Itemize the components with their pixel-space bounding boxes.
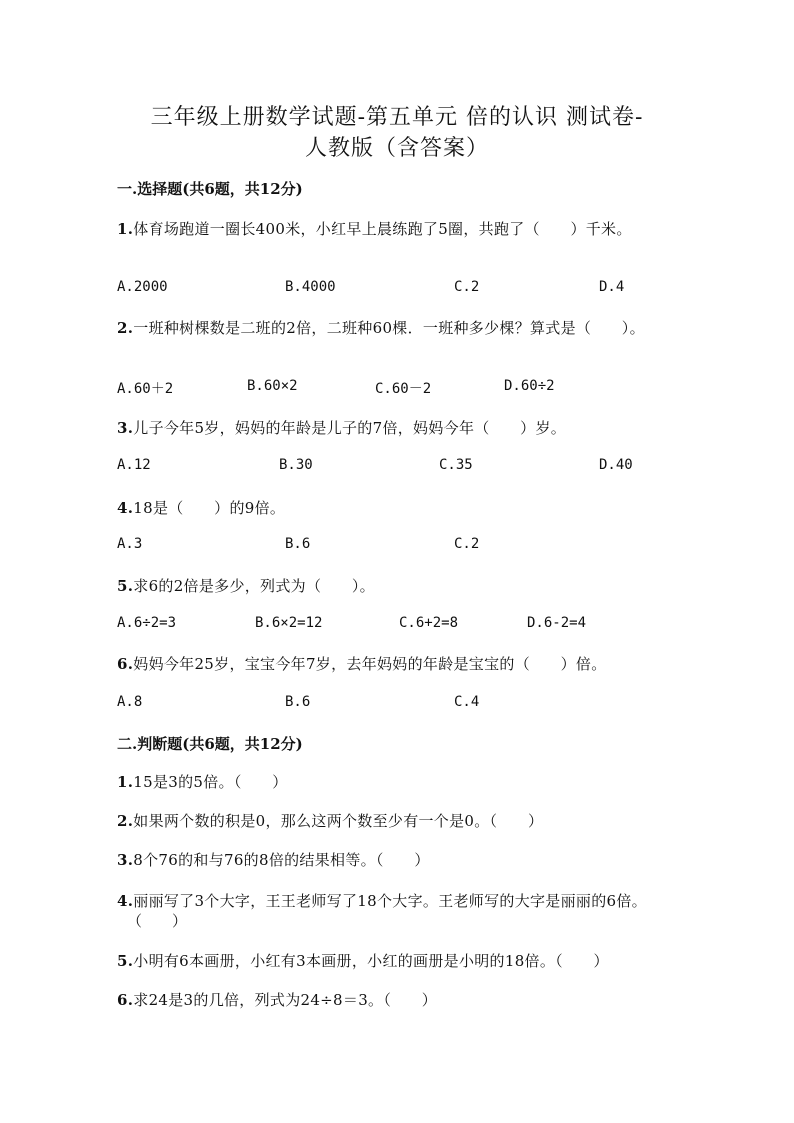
question-number: 3. (117, 851, 134, 869)
option-d[interactable]: D.4 (599, 279, 625, 295)
judgement-question-6 (117, 989, 437, 1010)
option-d[interactable]: D.40 (599, 457, 633, 473)
option-d[interactable]: D.6-2=4 (527, 615, 587, 631)
choice-question-3 (117, 417, 566, 438)
option-b[interactable]: B.30 (279, 457, 313, 473)
option-c[interactable]: C.6+2=8 (399, 615, 459, 631)
question-text: 15是3的5倍。（ ） (133, 773, 288, 791)
exam-title-line2: 人教版（含答案） (304, 136, 489, 161)
choice-question-6 (117, 653, 607, 674)
option-a[interactable]: A.3 (117, 536, 143, 552)
choice-options-4 (117, 536, 717, 556)
question-number: 4. (117, 499, 134, 517)
judgement-question-1 (117, 771, 288, 792)
option-a[interactable]: A.12 (117, 457, 151, 473)
choice-options-6 (117, 694, 717, 714)
question-text: 求6的2倍是多少，列式为（ ）。 (133, 577, 375, 595)
question-number: 4. (117, 892, 134, 910)
question-text: 体育场跑道一圈长400米，小红早上晨练跑了5圈，共跑了（ ）千米。 (133, 220, 632, 238)
option-b[interactable]: B.6 (285, 694, 311, 710)
judgement-question-4 (117, 890, 647, 911)
question-number: 1. (117, 773, 134, 791)
question-text: 一班种树棵数是二班的2倍，二班种60棵．一班种多少棵？算式是（ ）。 (133, 319, 645, 337)
choice-options-5 (117, 615, 717, 635)
question-number: 2. (117, 319, 134, 337)
judgement-question-3 (117, 849, 430, 870)
option-a[interactable]: A.6÷2=3 (117, 615, 177, 631)
option-a[interactable]: A.8 (117, 694, 143, 710)
question-text: 如果两个数的积是0，那么这两个数至少有一个是0。（ ） (133, 812, 544, 830)
question-number: 5. (117, 952, 134, 970)
choice-options-1 (117, 279, 717, 299)
choice-question-4 (117, 497, 285, 518)
question-number: 6. (117, 991, 134, 1009)
section-heading-choice: 一.选择题(共6题，共12分) (117, 180, 303, 198)
judgement-question-2 (117, 810, 543, 831)
option-c[interactable]: C.60－2 (375, 381, 432, 397)
question-text: 小明有6本画册，小红有3本画册，小红的画册是小明的18倍。（ ） (133, 952, 609, 970)
option-c[interactable]: C.4 (454, 694, 480, 710)
question-text: 8个76的和与76的8倍的结果相等。（ ） (133, 851, 430, 869)
question-text: 求24是3的几倍，列式为24÷8＝3。（ ） (133, 991, 438, 1009)
choice-question-2 (117, 317, 645, 338)
choice-question-5 (117, 575, 375, 596)
choice-options-2 (117, 378, 717, 398)
option-b[interactable]: B.4000 (285, 279, 336, 295)
option-c[interactable]: C.2 (454, 279, 480, 295)
option-b[interactable]: B.60×2 (247, 378, 298, 394)
option-d[interactable]: D.60÷2 (504, 378, 555, 394)
question-text: 18是（ ）的9倍。 (133, 499, 286, 517)
question-text: 妈妈今年25岁，宝宝今年7岁，去年妈妈的年龄是宝宝的（ ）倍。 (133, 655, 607, 673)
exam-title-line1: 三年级上册数学试题-第五单元 倍的认识 测试卷- (150, 105, 644, 130)
question-number: 5. (117, 577, 134, 595)
option-a[interactable]: A.2000 (117, 279, 168, 295)
judgement-question-5 (117, 950, 609, 971)
choice-question-1 (117, 218, 632, 239)
question-text: 丽丽写了3个大字，王王老师写了18个大字。王老师写的大字是丽丽的6倍。 (133, 892, 647, 910)
option-b[interactable]: B.6×2=12 (255, 615, 323, 631)
question-number: 1. (117, 220, 134, 238)
question-text: 儿子今年5岁，妈妈的年龄是儿子的7倍，妈妈今年（ ）岁。 (133, 419, 567, 437)
question-number: 6. (117, 655, 134, 673)
choice-options-3 (117, 457, 717, 477)
option-b[interactable]: B.6 (285, 536, 311, 552)
judgement-question-4-continuation: （ ） (127, 912, 188, 930)
question-number: 3. (117, 419, 134, 437)
section-heading-judgement: 二.判断题(共6题，共12分) (117, 735, 303, 753)
option-c[interactable]: C.35 (439, 457, 473, 473)
question-number: 2. (117, 812, 134, 830)
option-a[interactable]: A.60＋2 (117, 381, 174, 397)
option-c[interactable]: C.2 (454, 536, 480, 552)
